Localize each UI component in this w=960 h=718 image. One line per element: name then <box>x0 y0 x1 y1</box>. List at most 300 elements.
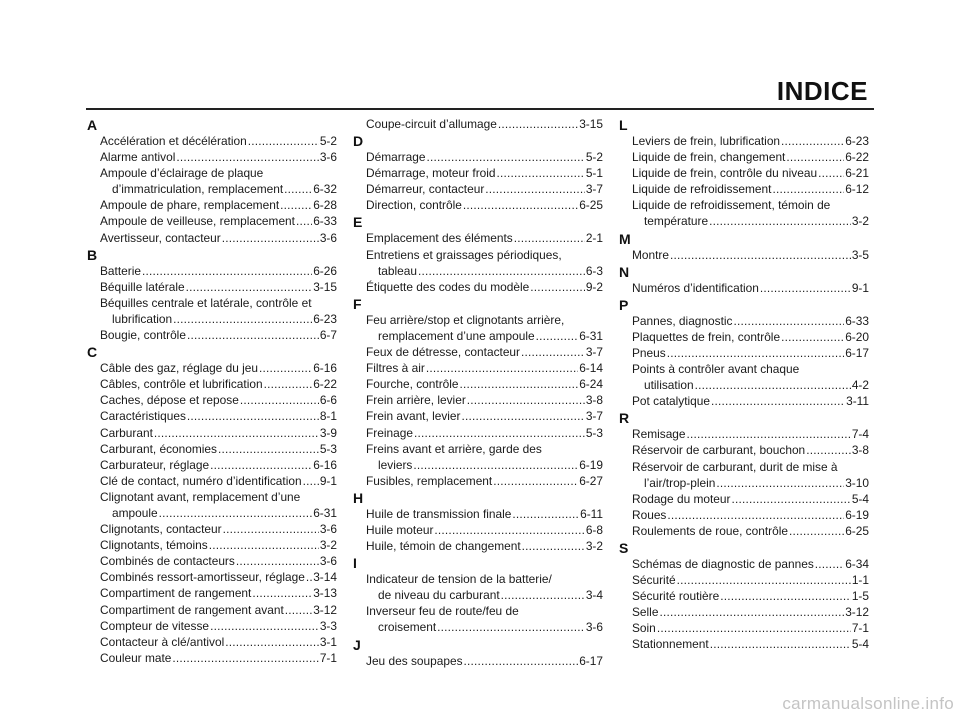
index-entry-text: Compartiment de rangement <box>100 586 252 601</box>
index-entry <box>87 279 337 295</box>
index-entry-text: Liquide de refroidissement <box>632 182 772 197</box>
dot-leader <box>710 636 851 652</box>
dot-leader <box>210 457 312 473</box>
index-entry <box>87 311 337 327</box>
index-entry <box>87 181 337 197</box>
index-page-number: 3-3 <box>319 618 337 633</box>
index-entry-text: Démarrage <box>366 150 426 165</box>
section-letter: C <box>87 344 98 361</box>
index-entry <box>353 653 603 669</box>
index-entry <box>87 634 337 650</box>
dot-leader <box>218 441 319 457</box>
index-entry-text: Soin <box>632 621 656 636</box>
index-entry-text: Carburant, économies <box>100 441 217 456</box>
index-entry-text: Liquide de frein, contrôle du niveau <box>632 166 818 181</box>
index-entry-heading: Clignotant avant, remplacement d’une <box>100 489 301 504</box>
index-page-number: 6-28 <box>313 198 337 213</box>
index-entry-text: température <box>644 214 709 229</box>
index-page-number: 5-2 <box>585 150 603 165</box>
index-entry <box>619 556 869 572</box>
dot-leader <box>711 393 845 409</box>
dot-leader <box>493 473 578 489</box>
index-page-number: 6-12 <box>845 182 869 197</box>
index-entry <box>87 263 337 279</box>
index-entry <box>619 165 869 181</box>
dot-leader <box>303 473 319 489</box>
index-entry-text: Leviers de frein, lubrification <box>632 134 781 148</box>
index-entry <box>87 441 337 457</box>
index-entry <box>619 523 869 539</box>
index-entry <box>619 393 869 409</box>
index-entry-text: Béquille latérale <box>100 279 185 294</box>
index-entry <box>87 505 337 521</box>
index-entry <box>619 604 869 620</box>
index-page-number: 3-12 <box>313 602 337 617</box>
dot-leader <box>209 537 319 553</box>
dot-leader <box>815 556 844 572</box>
index-entry-text: Clignotants, contacteur <box>100 522 222 537</box>
index-entry-text: Bougie, contrôle <box>100 328 186 343</box>
index-entry-text: Sécurité <box>632 573 676 588</box>
index-entry-text: Ampoule de veilleuse, remplacement <box>100 214 295 229</box>
index-entry-text: Démarreur, contacteur <box>366 182 485 197</box>
dot-leader <box>186 279 313 295</box>
section-letter: D <box>353 133 364 150</box>
index-entry-text: Schémas de diagnostic de pannes <box>632 556 814 571</box>
index-entry <box>353 344 603 360</box>
index-entry-heading: Liquide de refroidissement, témoin de <box>632 198 831 213</box>
index-entry <box>353 279 603 295</box>
index-page-number: 6-20 <box>845 329 869 344</box>
index-entry-text: Freinage <box>366 425 413 440</box>
index-page-number: 6-23 <box>845 134 869 148</box>
index-entry <box>353 506 603 522</box>
index-column-1 <box>87 116 337 666</box>
index-entry-text: Roulements de roue, contrôle <box>632 523 788 538</box>
index-entry <box>353 457 603 473</box>
index-page-number: 3-7 <box>585 345 603 360</box>
section-letter: I <box>353 555 357 572</box>
index-entry-text: Clignotants, témoins <box>100 538 208 553</box>
index-entry <box>353 328 603 344</box>
index-page-number: 3-14 <box>313 570 337 585</box>
index-entry <box>87 457 337 473</box>
index-entry-text: Couleur mate <box>100 650 172 665</box>
index-entry-text: Huile de transmission finale <box>366 506 512 521</box>
index-page-number: 5-4 <box>851 637 869 652</box>
index-page-number: 6-33 <box>313 214 337 229</box>
section-letter: S <box>619 539 629 556</box>
dot-leader <box>818 165 844 181</box>
dot-leader <box>464 653 579 669</box>
dot-leader <box>485 181 585 197</box>
index-page-number: 6-24 <box>579 377 603 392</box>
index-page-number: 6-6 <box>319 393 337 408</box>
index-page-number: 6-25 <box>579 198 603 213</box>
dot-leader <box>222 230 319 246</box>
index-entry-text: Démarrage, moteur froid <box>366 166 496 181</box>
index-entry <box>353 197 603 213</box>
section-letter: H <box>353 489 364 506</box>
index-entry <box>619 572 869 588</box>
index-page-number: 5-1 <box>585 166 603 181</box>
index-page-number: 3-6 <box>319 230 337 245</box>
index-entry-text: Ampoule de phare, remplacement <box>100 198 280 213</box>
index-page-number: 6-16 <box>313 361 337 376</box>
index-entry-text: Montre <box>632 247 670 262</box>
index-entry-text: Frein avant, levier <box>366 409 461 424</box>
index-page-number: 3-6 <box>319 150 337 165</box>
dot-leader <box>670 247 851 263</box>
dot-leader <box>173 311 312 327</box>
index-entry-heading: Entretiens et graissages périodiques, <box>366 247 562 262</box>
dot-leader <box>284 181 312 197</box>
index-page-number: 6-19 <box>579 457 603 472</box>
index-entry-text: Direction, contrôle <box>366 198 462 213</box>
index-column-2 <box>353 116 603 669</box>
section-letter: N <box>619 263 630 280</box>
index-column-3 <box>619 116 869 653</box>
dot-leader <box>285 602 312 618</box>
index-page-number: 5-3 <box>585 425 603 440</box>
index-entry-text: Combinés de contacteurs <box>100 554 235 569</box>
index-page-number: 4-2 <box>851 378 869 393</box>
index-page-number: 3-5 <box>851 247 869 262</box>
section-letter: P <box>619 296 629 313</box>
index-entry <box>87 521 337 537</box>
index-page-number: 3-15 <box>313 279 337 294</box>
dot-leader <box>667 345 844 361</box>
dot-leader <box>687 426 851 442</box>
index-entry-text: Frein arrière, levier <box>366 393 466 408</box>
dot-leader <box>159 505 313 521</box>
index-entry-text: Carburateur, réglage <box>100 457 210 472</box>
index-entry-text: leviers <box>378 457 413 472</box>
index-page-number: 9-1 <box>851 280 869 295</box>
index-entry <box>87 585 337 601</box>
index-page-number: 9-1 <box>319 473 337 488</box>
dot-leader <box>264 376 313 392</box>
index-entry <box>353 116 603 132</box>
index-entry-text: Compteur de vitesse <box>100 618 210 633</box>
index-entry <box>619 181 869 197</box>
index-page-number: 6-14 <box>579 361 603 376</box>
dot-leader <box>657 620 851 636</box>
index-page-number: 3-13 <box>313 586 337 601</box>
index-page-number: 6-17 <box>579 653 603 668</box>
dot-leader <box>530 279 585 295</box>
section-letter: J <box>353 636 361 653</box>
dot-leader <box>498 116 578 132</box>
section-letter: L <box>619 117 628 133</box>
index-entry-text: d’immatriculation, remplacement <box>112 182 284 197</box>
dot-leader <box>240 392 319 408</box>
index-entry <box>87 618 337 634</box>
index-page-number: 6-21 <box>845 166 869 181</box>
index-page-number: 7-1 <box>851 621 869 636</box>
index-entry <box>619 313 869 329</box>
dot-leader <box>225 634 319 650</box>
index-page-number: 5-4 <box>851 491 869 506</box>
index-entry-text: l’air/trop-plein <box>644 475 716 490</box>
index-entry-text: Pot catalytique <box>632 394 710 409</box>
index-entry <box>87 392 337 408</box>
index-page-number: 3-6 <box>319 554 337 569</box>
index-entry-text: Stationnement <box>632 637 709 652</box>
index-entry <box>87 360 337 376</box>
index-entry-text: Jeu des soupapes <box>366 653 463 668</box>
index-page-number: 3-6 <box>319 522 337 537</box>
index-entry <box>87 650 337 666</box>
index-page-number: 6-31 <box>313 505 337 520</box>
dot-leader <box>306 569 312 585</box>
index-page-number: 6-27 <box>579 473 603 488</box>
index-entry-text: Emplacement des éléments <box>366 231 513 246</box>
index-entry-heading: Feu arrière/stop et clignotants arrière, <box>366 312 565 327</box>
index-entry <box>619 491 869 507</box>
dot-leader <box>806 442 851 458</box>
index-entry <box>353 149 603 165</box>
index-entry-text: Caractéristiques <box>100 409 186 424</box>
index-entry-text: Carburant <box>100 425 153 440</box>
index-entry <box>87 376 337 392</box>
index-entry-text: Fusibles, remplacement <box>366 473 493 488</box>
index-page-number: 3-4 <box>585 588 603 603</box>
dot-leader <box>434 522 584 538</box>
index-entry <box>619 377 869 393</box>
dot-leader <box>497 165 585 181</box>
index-page-number: 2-1 <box>585 231 603 246</box>
index-page-number: 3-6 <box>585 620 603 635</box>
index-page-number: 3-7 <box>585 409 603 424</box>
section-letter: M <box>619 230 631 247</box>
index-entry-text: remplacement d’une ampoule <box>378 328 535 343</box>
index-entry-text: Filtres à air <box>366 361 425 376</box>
index-page-number: 3-2 <box>319 538 337 553</box>
dot-leader <box>252 585 312 601</box>
index-entry <box>619 475 869 491</box>
dot-leader <box>176 149 318 165</box>
index-entry <box>87 408 337 424</box>
index-page-number: 6-11 <box>580 506 603 521</box>
dot-leader <box>463 197 578 213</box>
index-entry <box>353 425 603 441</box>
index-entry-text: Réservoir de carburant, bouchon <box>632 443 806 458</box>
header-divider <box>86 108 874 110</box>
index-entry-text: Câbles, contrôle et lubrification <box>100 377 263 392</box>
index-entry <box>87 327 337 343</box>
section-letter: F <box>353 295 362 312</box>
dot-leader <box>781 133 844 149</box>
dot-leader <box>789 523 844 539</box>
index-page-number: 6-22 <box>313 377 337 392</box>
dot-leader <box>786 149 844 165</box>
index-entry <box>353 619 603 635</box>
index-entry <box>619 636 869 652</box>
index-entry-text: Liquide de frein, changement <box>632 150 786 165</box>
index-entry <box>353 408 603 424</box>
dot-leader <box>781 329 844 345</box>
index-entry-text: utilisation <box>644 378 694 393</box>
dot-leader <box>733 313 844 329</box>
index-page-number: 7-1 <box>319 650 337 665</box>
dot-leader <box>760 280 851 296</box>
dot-leader <box>142 263 312 279</box>
index-entry-heading: Points à contrôler avant chaque <box>632 362 800 377</box>
index-entry-text: Combinés ressort-amortisseur, réglage <box>100 570 305 585</box>
index-entry <box>619 507 869 523</box>
index-entry <box>619 329 869 345</box>
section-letter: B <box>87 246 98 263</box>
index-entry <box>619 426 869 442</box>
dot-leader <box>259 360 312 376</box>
index-entry <box>353 360 603 376</box>
dot-leader <box>172 650 318 666</box>
index-entry-text: lubrification <box>112 311 173 326</box>
dot-leader <box>709 213 851 229</box>
dot-leader <box>659 604 844 620</box>
index-entry <box>353 473 603 489</box>
dot-leader <box>732 491 851 507</box>
index-entry <box>87 553 337 569</box>
index-entry <box>619 620 869 636</box>
index-entry <box>87 425 337 441</box>
index-entry-text: Caches, dépose et repose <box>100 393 239 408</box>
dot-leader <box>187 327 319 343</box>
dot-leader <box>296 213 312 229</box>
index-entry-text: Numéros d’identification <box>632 280 759 295</box>
dot-leader <box>462 408 585 424</box>
index-page-number: 7-4 <box>851 427 869 442</box>
index-entry <box>619 280 869 296</box>
index-entry <box>353 230 603 246</box>
index-page-number: 9-2 <box>585 279 603 294</box>
index-page-number: 6-3 <box>585 263 603 278</box>
index-page-number: 3-2 <box>851 214 869 229</box>
dot-leader <box>467 392 585 408</box>
index-entry-text: de niveau du carburant <box>378 588 500 603</box>
index-entry-text: Étiquette des codes du modèle <box>366 279 530 294</box>
index-page-number: 6-32 <box>313 182 337 197</box>
dot-leader <box>501 587 585 603</box>
dot-leader <box>460 376 579 392</box>
index-page-number: 3-1 <box>319 634 337 649</box>
index-page-number: 6-16 <box>313 457 337 472</box>
index-page-number: 6-23 <box>313 311 337 326</box>
index-page-number: 3-11 <box>846 394 869 409</box>
index-entry <box>87 149 337 165</box>
index-entry-heading: Freins avant et arrière, garde des <box>366 441 542 456</box>
dot-leader <box>667 507 844 523</box>
index-entry <box>87 602 337 618</box>
index-entry <box>87 569 337 585</box>
dot-leader <box>514 230 585 246</box>
section-letter: R <box>619 410 630 427</box>
dot-leader <box>695 377 851 393</box>
index-entry-text: Selle <box>632 605 659 620</box>
index-page-number: 3-9 <box>319 425 337 440</box>
index-entry-text: croisement <box>378 620 437 635</box>
index-page-number: 1-1 <box>851 573 869 588</box>
section-letter: E <box>353 214 363 231</box>
dot-leader <box>236 553 319 569</box>
index-entry-text: Accélération et décélération <box>100 134 247 148</box>
index-entry <box>353 587 603 603</box>
index-page-number: 3-15 <box>579 117 603 131</box>
dot-leader <box>280 197 312 213</box>
watermark: carmanualsonline.info <box>782 694 954 713</box>
index-page-number: 6-26 <box>313 263 337 278</box>
index-entry <box>87 230 337 246</box>
index-page-number: 6-22 <box>845 150 869 165</box>
index-entry-text: Sécurité routière <box>632 589 720 604</box>
index-page-number: 6-19 <box>845 507 869 522</box>
index-page-number: 1-5 <box>851 589 869 604</box>
dot-leader <box>418 263 585 279</box>
dot-leader <box>426 360 578 376</box>
dot-leader <box>512 506 579 522</box>
index-entry-heading: Indicateur de tension de la batterie/ <box>366 572 552 587</box>
index-entry <box>619 149 869 165</box>
index-entry-text: Huile, témoin de changement <box>366 539 521 554</box>
index-page-number: 3-10 <box>845 475 869 490</box>
index-entry <box>353 165 603 181</box>
index-entry <box>619 345 869 361</box>
index-entry <box>619 213 869 229</box>
index-page-number: 6-33 <box>845 313 869 328</box>
index-entry-text: tableau <box>378 263 418 278</box>
index-page-number: 5-3 <box>319 441 337 456</box>
index-page-number: 3-8 <box>585 393 603 408</box>
index-entry-text: Roues <box>632 507 667 522</box>
index-entry-text: Fourche, contrôle <box>366 377 459 392</box>
index-entry <box>353 392 603 408</box>
index-entry-text: Feux de détresse, contacteur <box>366 345 521 360</box>
index-entry <box>353 181 603 197</box>
index-entry <box>87 197 337 213</box>
index-entry-text: Compartiment de rangement avant <box>100 602 284 617</box>
dot-leader <box>426 149 584 165</box>
index-entry-heading: Ampoule d’éclairage de plaque <box>100 166 264 181</box>
dot-leader <box>414 425 585 441</box>
dot-leader <box>187 408 319 424</box>
dot-leader <box>521 344 585 360</box>
index-entry <box>619 133 869 149</box>
dot-leader <box>248 133 319 149</box>
dot-leader <box>210 618 319 634</box>
index-entry-text: Câble des gaz, réglage du jeu <box>100 361 258 376</box>
index-entry-text: Remisage <box>632 427 686 442</box>
index-page-number: 3-12 <box>845 605 869 620</box>
dot-leader <box>716 475 844 491</box>
index-entry-heading: Réservoir de carburant, durit de mise à <box>632 459 838 474</box>
dot-leader <box>437 619 585 635</box>
index-entry-text: Rodage du moteur <box>632 491 731 506</box>
section-letter: A <box>87 117 98 133</box>
index-entry-text: Contacteur à clé/antivol <box>100 634 225 649</box>
dot-leader <box>720 588 851 604</box>
index-entry <box>87 133 337 149</box>
index-page-number: 8-1 <box>319 409 337 424</box>
index-entry <box>353 522 603 538</box>
index-entry-text: Batterie <box>100 263 141 278</box>
dot-leader <box>223 521 319 537</box>
index-page-number: 6-7 <box>319 328 337 343</box>
index-entry-text: Pneus <box>632 345 666 360</box>
dot-leader <box>772 181 844 197</box>
dot-leader <box>413 457 578 473</box>
index-entry <box>619 442 869 458</box>
